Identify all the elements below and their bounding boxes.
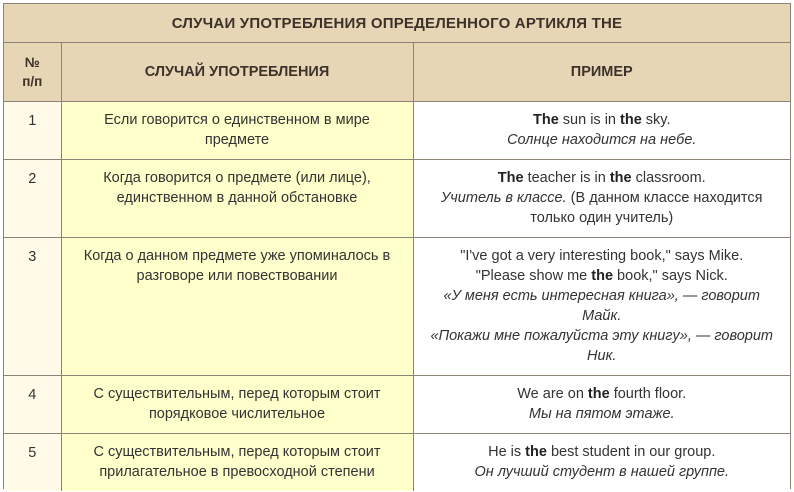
example-text: book," says Nick. [613, 267, 728, 284]
case-cell: С существительным, перед которым стоит порядковое числительное [61, 375, 413, 433]
header-example: ПРИМЕР [413, 43, 790, 101]
example-text: We are on [517, 385, 588, 402]
header-row [4, 43, 790, 101]
case-cell: Когда о данном предмете уже упоминалось в разговоре или повествовании [61, 237, 413, 375]
header-number [4, 43, 61, 101]
example-russian [424, 188, 781, 228]
table-row [4, 101, 790, 159]
article-the: the [587, 385, 610, 402]
header-number-symbol: № [24, 54, 40, 70]
example-text: best student in our group. [546, 443, 716, 460]
table-title: СЛУЧАИ УПОТРЕБЛЕНИЯ ОПРЕДЕЛЕННОГО АРТИКЛЯ THE [4, 4, 790, 43]
table-row [4, 375, 790, 433]
example-text: He is [488, 443, 526, 460]
usage-table [4, 43, 790, 491]
row-number: 1 [4, 101, 61, 159]
example-text: fourth floor. [609, 385, 687, 402]
example-cell [413, 159, 790, 237]
example-text: teacher is in [523, 169, 610, 186]
row-number: 3 [4, 237, 61, 375]
example-text: "Please show me [475, 267, 592, 284]
example-russian-italic: Учитель в классе. [441, 189, 567, 206]
row-number: 5 [4, 433, 61, 491]
example-english [424, 168, 781, 188]
example-cell [413, 433, 790, 491]
article-table-frame [3, 3, 791, 489]
example-cell [413, 101, 790, 159]
example-english [424, 384, 781, 404]
header-case: СЛУЧАЙ УПОТРЕБЛЕНИЯ [61, 43, 413, 101]
example-cell [413, 237, 790, 375]
example-cell [413, 375, 790, 433]
case-cell: Когда говорится о предмете (или лице), единственном в данной обстановке [61, 159, 413, 237]
example-english [424, 442, 781, 462]
example-english: "I've got a very interesting book," says Mike. [460, 247, 744, 264]
table-row [4, 159, 790, 237]
header-number-abbr: п/п [22, 73, 43, 89]
table-row [4, 237, 790, 375]
article-the: the [620, 111, 642, 128]
example-english [424, 110, 781, 130]
example-text: sky. [641, 111, 671, 128]
article-the: The [532, 111, 559, 128]
case-cell: С существительным, перед которым стоит прилагательное в превосходной степени [61, 433, 413, 491]
example-text: sun is in [558, 111, 621, 128]
example-english [424, 266, 781, 286]
table-row [4, 433, 790, 491]
example-russian: «Покажи мне пожалуйста эту книгу», — говорит Ник. [430, 327, 773, 364]
example-text: classroom. [631, 169, 706, 186]
example-russian-note: (В данном классе находится только один учитель) [530, 189, 763, 226]
row-number: 4 [4, 375, 61, 433]
article-the: the [591, 267, 614, 284]
article-the: the [609, 169, 632, 186]
row-number: 2 [4, 159, 61, 237]
article-the: The [497, 169, 524, 186]
example-russian: Он лучший студент в нашей группе. [474, 463, 730, 480]
example-russian: «У меня есть интересная книга», — говорит Майк. [443, 287, 760, 324]
case-cell: Если говорится о единственном в мире предмете [61, 101, 413, 159]
example-russian: Солнце находится на небе. [507, 131, 697, 148]
article-the: the [525, 443, 547, 460]
example-russian: Мы на пятом этаже. [528, 405, 675, 422]
